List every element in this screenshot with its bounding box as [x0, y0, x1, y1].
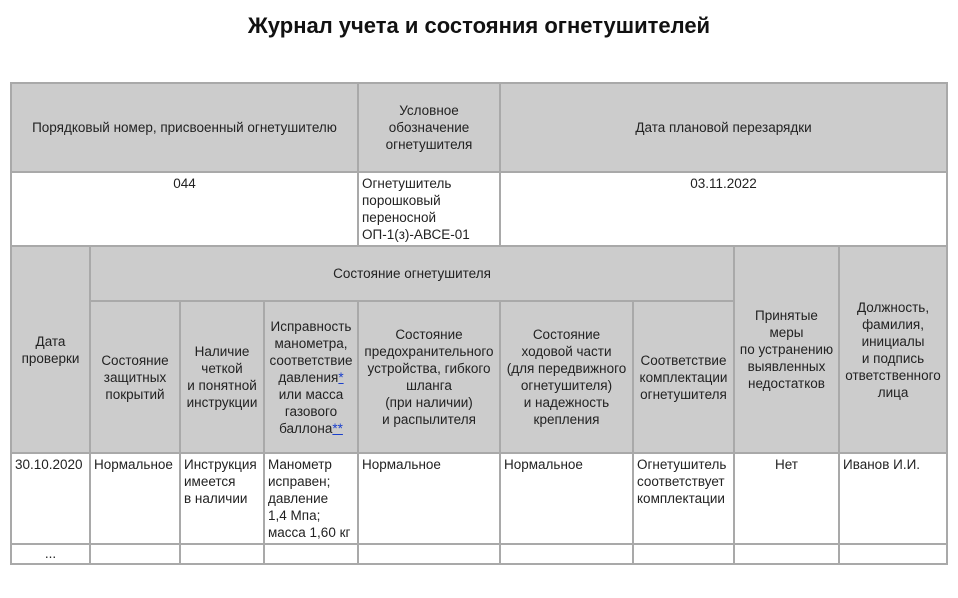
instruction-value: Инструкция имеется в наличии [181, 454, 263, 543]
serial-number-value: 044 [12, 173, 357, 245]
header-coatings: Состояние защитных покрытий [91, 302, 179, 452]
page-title: Журнал учета и состояния огнетушителей [247, 13, 711, 38]
inspection-date: 30.10.2020 [12, 454, 89, 543]
empty-cell [634, 545, 733, 563]
header-serial-number: Порядковый номер, присвоенный огнетушителю [12, 84, 357, 171]
extinguisher-row [12, 173, 946, 245]
header-check-date: Дата проверки [12, 247, 89, 452]
empty-cell [91, 545, 179, 563]
header-designation: Условное обозначение огнетушителя [359, 84, 499, 171]
continuation-marker: ... [12, 545, 89, 563]
responsible-value: Иванов И.И. [840, 454, 946, 543]
footnote-link-2[interactable]: ** [332, 420, 343, 436]
coatings-value: Нормальное [91, 454, 179, 543]
state-group-row [12, 247, 946, 300]
measures-value: Нет [735, 454, 838, 543]
footnote-link-1[interactable]: * [338, 369, 344, 385]
designation-value: Огнетушитель порошковый переносной ОП-1(з)-АВСЕ-01 [359, 173, 499, 245]
header-completeness: Соответствие комплектации огнетушителя [634, 302, 733, 452]
header-safety-device: Состояние предохранительного устройства, гибкого шланга (при наличии) и распылителя [359, 302, 499, 452]
manometer-value: Манометр исправен; давление 1,4 Мпа; масса 1,60 кг [265, 454, 357, 543]
recharge-date-value: 03.11.2022 [501, 173, 946, 245]
header-instruction: Наличие четкой и понятной инструкции [181, 302, 263, 452]
header-recharge-date: Дата плановой перезарядки [501, 84, 946, 171]
header-measures: Принятые меры по устранению выявленных недостатков [735, 247, 838, 452]
completeness-value: Огнетушитель соответствует комплектации [634, 454, 733, 543]
empty-cell [265, 545, 357, 563]
empty-cell [840, 545, 946, 563]
header-manometer: Исправность манометра, соответствие давления* или масса газового баллона** [265, 302, 357, 452]
empty-cell [359, 545, 499, 563]
chassis-value: Нормальное [501, 454, 632, 543]
header-state-group: Состояние огнетушителя [91, 247, 733, 300]
header-chassis: Состояние ходовой части (для передвижного огнетушителя) и надежность крепления [501, 302, 632, 452]
continuation-row [12, 545, 946, 563]
header-responsible: Должность, фамилия, инициалы и подпись ответственного лица [840, 247, 946, 452]
empty-cell [735, 545, 838, 563]
top-header-row [12, 84, 946, 171]
safety-device-value: Нормальное [359, 454, 499, 543]
empty-cell [181, 545, 263, 563]
empty-cell [501, 545, 632, 563]
extinguisher-journal-table [10, 82, 948, 565]
inspection-row [12, 454, 946, 543]
